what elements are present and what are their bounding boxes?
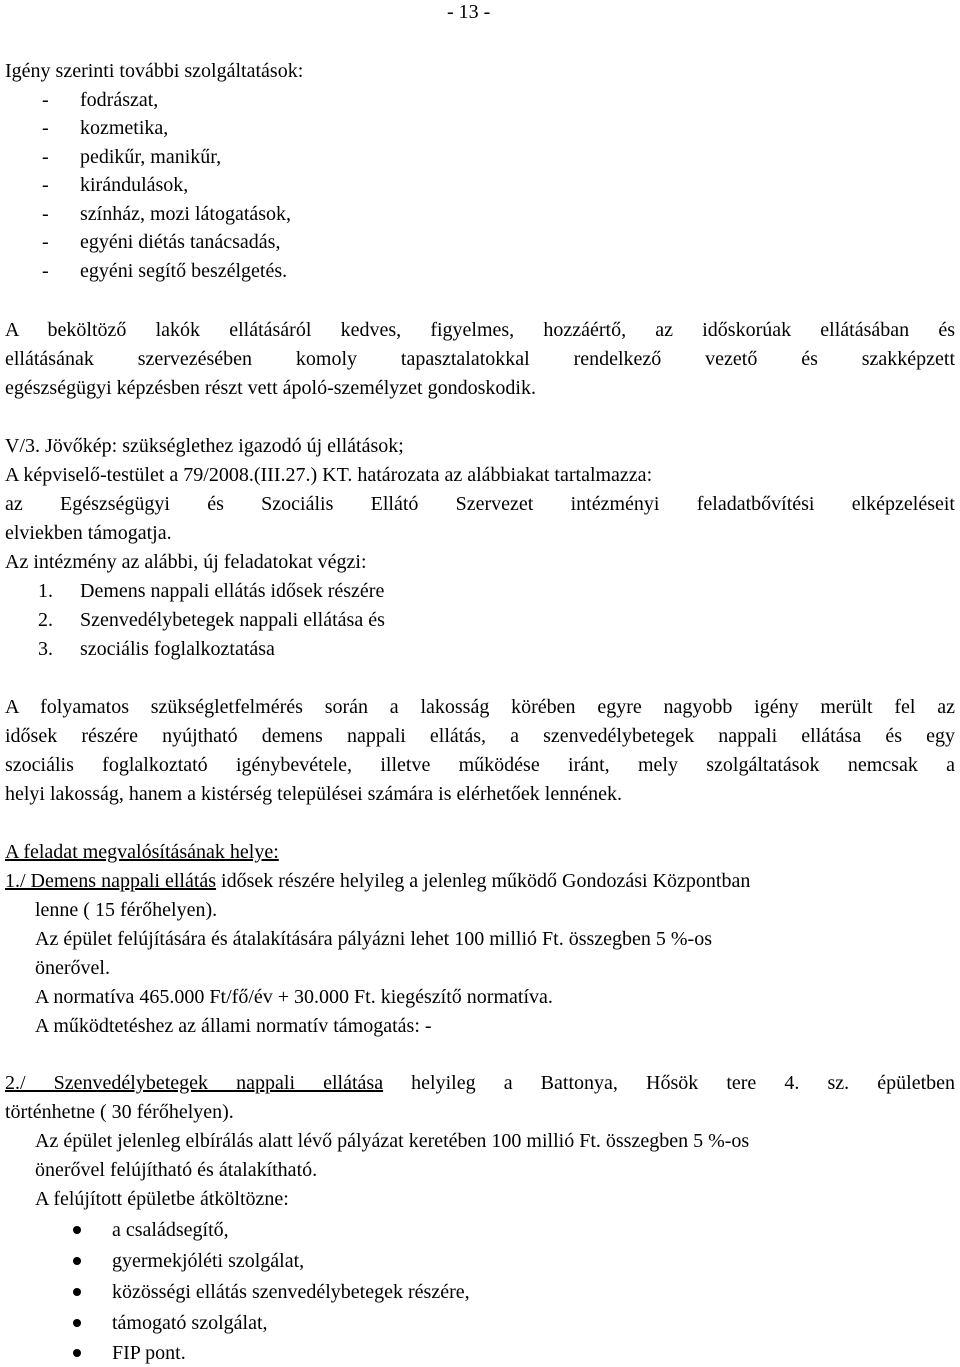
- paragraph-line: A folyamatos szükségletfelmérés során a lakosság körében egyre nagyobb igény merült fel az: [5, 696, 955, 718]
- paragraph-line: ellátásának szervezésében komoly tapasztalatokkal rendelkező vezető és szakképzett: [5, 348, 955, 370]
- location-line: lenne ( 15 férőhelyen).: [35, 899, 218, 921]
- resolution-line: elviekben támogatja.: [5, 522, 172, 544]
- resolution-line: A képviselő-testület a 79/2008.(III.27.) KT. határozata az alábbiakat tartalmazza:: [5, 464, 653, 486]
- bullet-icon: [73, 1319, 81, 1327]
- services-heading: Igény szerinti további szolgáltatások:: [5, 60, 304, 82]
- location-line: Az épület felújítására és átalakítására pályázni lehet 100 millió Ft. összegben 5 %-os: [35, 928, 712, 950]
- location-line: A működtetéshez az állami normatív támogatás: -: [35, 1015, 432, 1037]
- section-title: V/3. Jövőkép: szükséglethez igazodó új ellátások;: [5, 435, 404, 457]
- paragraph-line: helyi lakosság, hanem a kistérség települései számára is elérhetőek lennének.: [5, 783, 622, 805]
- bullet-icon: [73, 1349, 81, 1357]
- location-line: önerővel felújítható és átalakítható.: [35, 1159, 318, 1181]
- location-item-2: 2./ Szenvedélybetegek nappali ellátása helyileg a Battonya, Hősök tere 4. sz. épületben: [5, 1072, 956, 1094]
- location-item-1: 1./ Demens nappali ellátás idősek részére helyileg a jelenleg működő Gondozási Központban: [5, 870, 751, 892]
- location-item-2-label: 2./ Szenvedélybetegek nappali ellátása: [5, 1072, 384, 1094]
- location-item-1-label: 1./ Demens nappali ellátás: [5, 870, 217, 892]
- paragraph-line: A beköltöző lakók ellátásáról kedves, figyelmes, hozzáértő, az időskorúak ellátásában és: [5, 319, 955, 341]
- location-line: A normatíva 465.000 Ft/fő/év + 30.000 Ft. kiegészítő normatíva.: [35, 986, 553, 1008]
- paragraph-line: szociális foglalkoztató igénybevétele, illetve működése iránt, mely szolgáltatások nemcsak a: [5, 754, 955, 776]
- paragraph-line: egészségügyi képzésben részt vett ápoló-személyzet gondoskodik.: [5, 377, 536, 399]
- location-line: történhetne ( 30 férőhelyen).: [5, 1101, 234, 1123]
- location-heading: A feladat megvalósításának helye:: [5, 841, 279, 863]
- location-line: A felújított épületbe átköltözne:: [35, 1188, 289, 1210]
- bullet-icon: [73, 1257, 81, 1265]
- location-line: önerővel.: [35, 957, 110, 979]
- document-page: - 13 - Igény szerinti további szolgáltatások: - fodrászat, - kozmetika, - pedikűr, manikűr, - kirándulások, - színház, mozi látogatások, - egyéni diétás tanácsadás, - egyéni segítő beszélgetés. A beköltöző lakók ellátásáról kedves, figyelmes, hozzáértő, az időskorúak ellátásában és ellátásának szervezésében komoly tapasztalatokkal rendelkező vezető és szakképzett egészségügyi képzésben részt vett ápoló-személyzet gondoskodik. V/3. Jövőkép: szükséglethez igazodó új ellátások; A képviselő-testület a 79/2008.(III.27.) KT. határozata az alábbiakat tartalmazza: az Egészségügyi és Szociális Ellátó Szervezet intézményi feladatbővítési elképzeléseit elviekben támogatja. Az intézmény az alábbi, új feladatokat végzi: 1. Demens nappali ellátás idősek részére 2. Szenvedélybetegek nappali ellátása és 3. szociális foglalkoztatása A folyamatos szükségletfelmérés során a lakosság körében egyre nagyobb igény merült fel az idősek részére nyújtható demens nappali ellátás, a szenvedélybetegek nappali ellátása és egy szociális foglalkoztató igénybevétele, illetve működése iránt, mely szolgáltatások nemcsak a helyi lakosság, hanem a kistérség települései számára is elérhetőek lennének. A feladat megvalósításának helye: 1./ Demens nappali ellátás idősek részére helyileg a jelenleg működő Gondozási Központban lenne ( 15 férőhelyen). Az épület felújítására és átalakítására pályázni lehet 100 millió Ft. összegben 5 %-os önerővel. A normatíva 465.000 Ft/fő/év + 30.000 Ft. kiegészítő normatíva. A működtetéshez az állami normatív támogatás: - 2./ Szenvedélybetegek nappali ellátása helyileg a Battonya, Hősök tere 4. sz. épületben történhetne ( 30 férőhelyen). Az épület jelenleg elbírálás alatt lévő pályázat keretében 100 millió Ft. összegben 5 %-os önerővel felújítható és átalakítható. A felújított épületbe átköltözne: a családsegítő, gyermekjóléti szolgálat, közösségi ellátás szenvedélybetegek részére, támogató szolgálat, FIP pont.: [5, 1, 956, 1364]
- page-number: - 13 -: [447, 1, 491, 23]
- paragraph-line: idősek részére nyújtható demens nappali ellátás, a szenvedélybetegek nappali ellátása és egy: [5, 725, 955, 747]
- resolution-line: az Egészségügyi és Szociális Ellátó Szervezet intézményi feladatbővítési elképzeléseit: [5, 493, 955, 515]
- bullet-icon: [73, 1226, 81, 1234]
- tasks-intro: Az intézmény az alábbi, új feladatokat végzi:: [5, 551, 367, 573]
- bullet-icon: [73, 1288, 81, 1296]
- location-line: Az épület jelenleg elbírálás alatt lévő pályázat keretében 100 millió Ft. összegben 5 %-os: [35, 1130, 750, 1152]
